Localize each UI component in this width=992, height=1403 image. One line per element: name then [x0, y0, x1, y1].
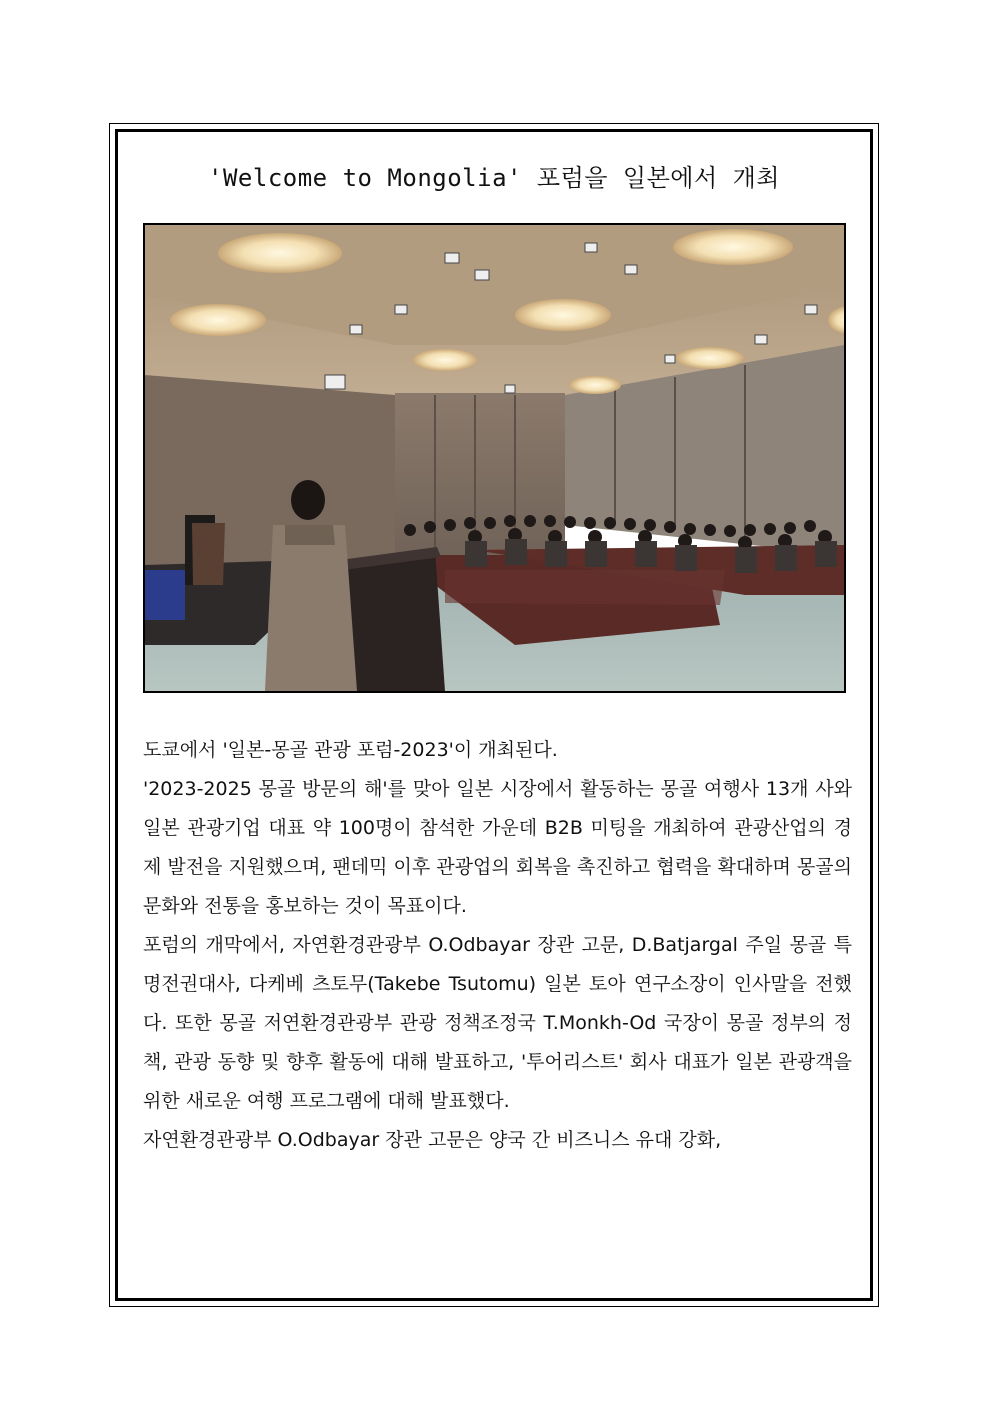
paragraph-opening: 포럼의 개막에서, 자연환경관광부 O.Odbayar 장관 고문, D.Batjargal 주일 몽골 특명전권대사, 다케베 츠토무(Takebe Tsutomu) 일본 토아 연구소장이 인사말을 전했다. 또한 몽골 저연환경관광부 관광 정책조정국 T.Monkh-Od 국장이 몽골 정부의 정책, 관광 동향 및 향후 활동에 대해 발표하고, '투어리스트' 회사 대표가 일본 관광객을 위한 새로운 여행 프로그램에 대해 발표했다. [143, 934, 852, 1112]
article-title: 'Welcome to Mongolia' 포럼을 일본에서 개최 [208, 164, 780, 192]
paragraph-advisor: 자연환경관광부 O.Odbayar 장관 고문은 양국 간 비즈니스 유대 강화, [143, 1129, 722, 1151]
article-body [143, 731, 852, 1160]
conference-photo [143, 223, 846, 693]
paragraph-overview: '2023-2025 몽골 방문의 해'를 맞아 일본 시장에서 활동하는 몽골 여행사 13개 사와 일본 관광기업 대표 약 100명이 참석한 가운데 B2B 미팅을 개최하여 관광산업의 경제 발전을 지원했으며, 팬데믹 이후 관광업의 회복을 촉진하고 협력을 확대하며 몽골의 문화와 전통을 홍보하는 것이 목표이다. [143, 778, 852, 917]
paragraph-intro: 도쿄에서 '일본-몽골 관광 포럼-2023'이 개최된다. [143, 739, 558, 761]
